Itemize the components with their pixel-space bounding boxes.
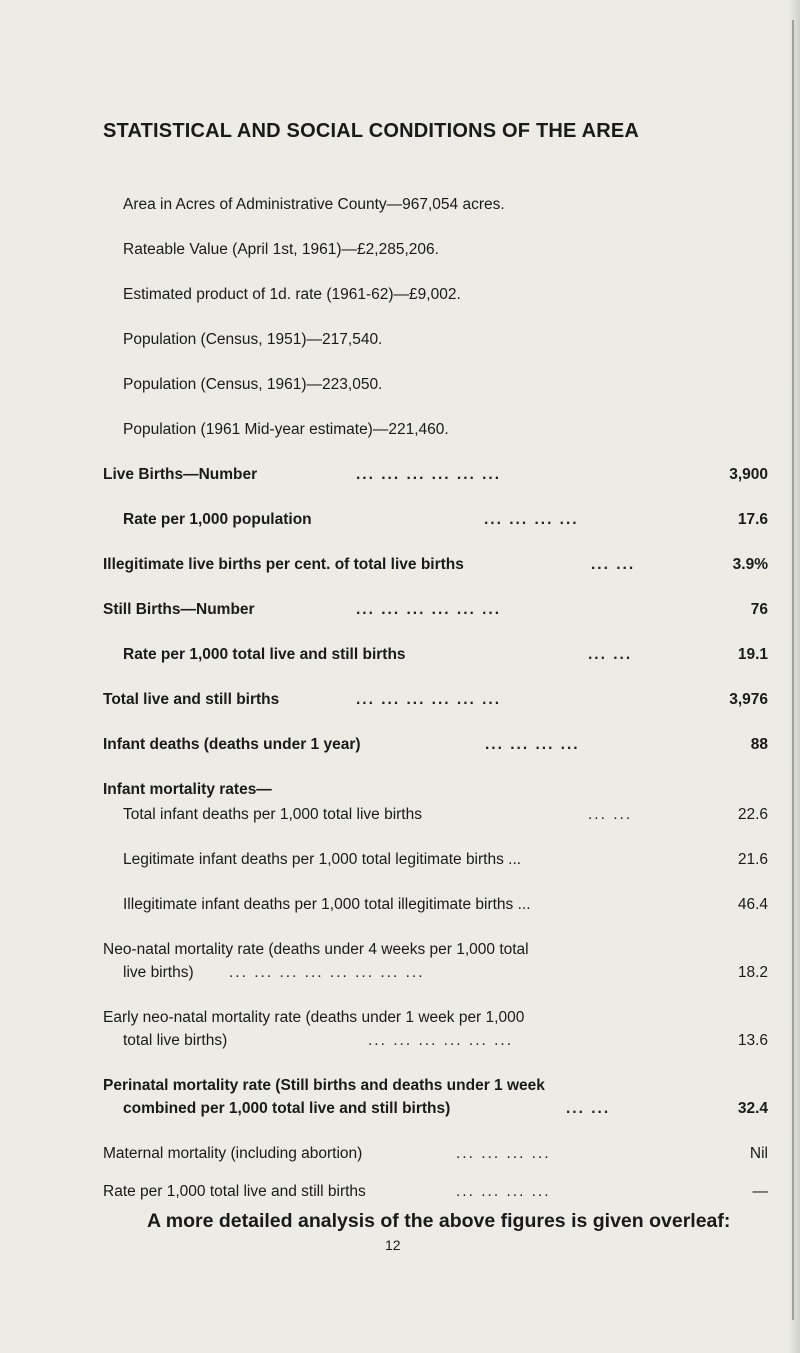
leader-dots: ... ... ... ... ... ...	[356, 691, 502, 708]
stat-infant-total	[123, 806, 768, 828]
stat-label: live births)	[123, 964, 194, 981]
fact-population-1951: Population (Census, 1951)—217,540.	[123, 331, 383, 348]
stat-perinatal	[123, 1100, 768, 1122]
stat-value: 18.2	[737, 964, 768, 981]
stat-value: 46.4	[737, 896, 768, 913]
stat-value: 3.9%	[732, 556, 768, 573]
fact-population-1961: Population (Census, 1961)—223,050.	[123, 376, 383, 393]
stat-infant-legitimate	[123, 851, 768, 873]
leader-dots: ... ... ... ... ... ...	[356, 466, 502, 483]
stat-label: Total infant deaths per 1,000 total live births	[123, 806, 422, 823]
page-title: STATISTICAL AND SOCIAL CONDITIONS OF THE AREA	[103, 120, 640, 142]
stat-label: combined per 1,000 total live and still births)	[123, 1100, 451, 1117]
stat-illegitimate	[103, 556, 768, 578]
stat-early-neonatal-line1: Early neo-natal mortality rate (deaths under 1 week per 1,000	[103, 1009, 525, 1026]
leader-dots: ... ... ... ...	[456, 1183, 551, 1200]
footer-note: A more detailed analysis of the above figures is given overleaf:	[147, 1210, 731, 1232]
leader-dots: ... ...	[588, 646, 633, 663]
leader-dots: ... ... ... ...	[456, 1145, 551, 1162]
stat-live-births-number	[103, 466, 768, 488]
leader-dots: ... ...	[591, 556, 636, 573]
stat-label: Illegitimate live births per cent. of total live births	[103, 556, 464, 573]
stat-neonatal	[123, 964, 768, 986]
stat-value: 3,976	[729, 691, 768, 708]
stat-label: Legitimate infant deaths per 1,000 total legitimate births ...	[123, 851, 522, 868]
leader-dots: ... ... ... ... ... ...	[368, 1032, 514, 1049]
stat-label: Rate per 1,000 population	[123, 511, 312, 528]
stat-neonatal-line1: Neo-natal mortality rate (deaths under 4 weeks per 1,000 total	[103, 941, 529, 958]
stat-total-births	[103, 691, 768, 713]
infant-mortality-heading: Infant mortality rates—	[103, 781, 272, 798]
fact-rateable-value: Rateable Value (April 1st, 1961)—£2,285,206.	[123, 241, 439, 258]
leader-dots: ... ... ... ... ... ... ... ...	[229, 964, 425, 981]
stat-value: 88	[750, 736, 768, 753]
stat-label: Infant deaths (deaths under 1 year)	[103, 736, 361, 753]
stat-value: 76	[750, 601, 768, 618]
stat-label: Still Births—Number	[103, 601, 255, 618]
stat-still-births-rate	[123, 646, 768, 668]
stat-maternal-rate	[103, 1183, 768, 1205]
stat-still-births-number	[103, 601, 768, 623]
fact-rate-product: Estimated product of 1d. rate (1961-62)—£9,002.	[123, 286, 461, 303]
stat-early-neonatal	[123, 1032, 768, 1054]
stat-value: 22.6	[737, 806, 768, 823]
stat-value: 21.6	[737, 851, 768, 868]
edge-line	[792, 20, 794, 1320]
stat-label: Rate per 1,000 total live and still births	[123, 646, 406, 663]
stat-value: 32.4	[737, 1100, 768, 1117]
stat-value: 19.1	[737, 646, 768, 663]
stat-perinatal-line1: Perinatal mortality rate (Still births and deaths under 1 week	[103, 1077, 545, 1094]
stat-live-births-rate	[123, 511, 768, 533]
fact-area: Area in Acres of Administrative County—967,054 acres.	[123, 196, 505, 213]
stat-value: 13.6	[737, 1032, 768, 1049]
stat-value: 3,900	[729, 466, 768, 483]
leader-dots: ... ... ... ...	[484, 511, 579, 528]
stat-label: Total live and still births	[103, 691, 280, 708]
leader-dots: ... ... ... ... ... ...	[356, 601, 502, 618]
stat-infant-deaths	[103, 736, 768, 758]
leader-dots: ... ... ... ...	[485, 736, 580, 753]
stat-label: total live births)	[123, 1032, 228, 1049]
leader-dots: ... ...	[588, 806, 633, 823]
stat-maternal	[103, 1145, 768, 1167]
page-number: 12	[385, 1237, 401, 1253]
stat-value: 17.6	[737, 511, 768, 528]
stat-label: Live Births—Number	[103, 466, 258, 483]
fact-population-estimate: Population (1961 Mid-year estimate)—221,460.	[123, 421, 449, 438]
stat-label: Illegitimate infant deaths per 1,000 total illegitimate births ...	[123, 896, 531, 913]
stat-label: Maternal mortality (including abortion)	[103, 1145, 363, 1162]
stat-value: —	[752, 1183, 768, 1200]
stat-label: Rate per 1,000 total live and still births	[103, 1183, 366, 1200]
leader-dots: ... ...	[566, 1100, 611, 1117]
stat-value: Nil	[749, 1145, 768, 1162]
stat-infant-illegitimate	[123, 896, 768, 918]
page-edge	[788, 0, 800, 1353]
